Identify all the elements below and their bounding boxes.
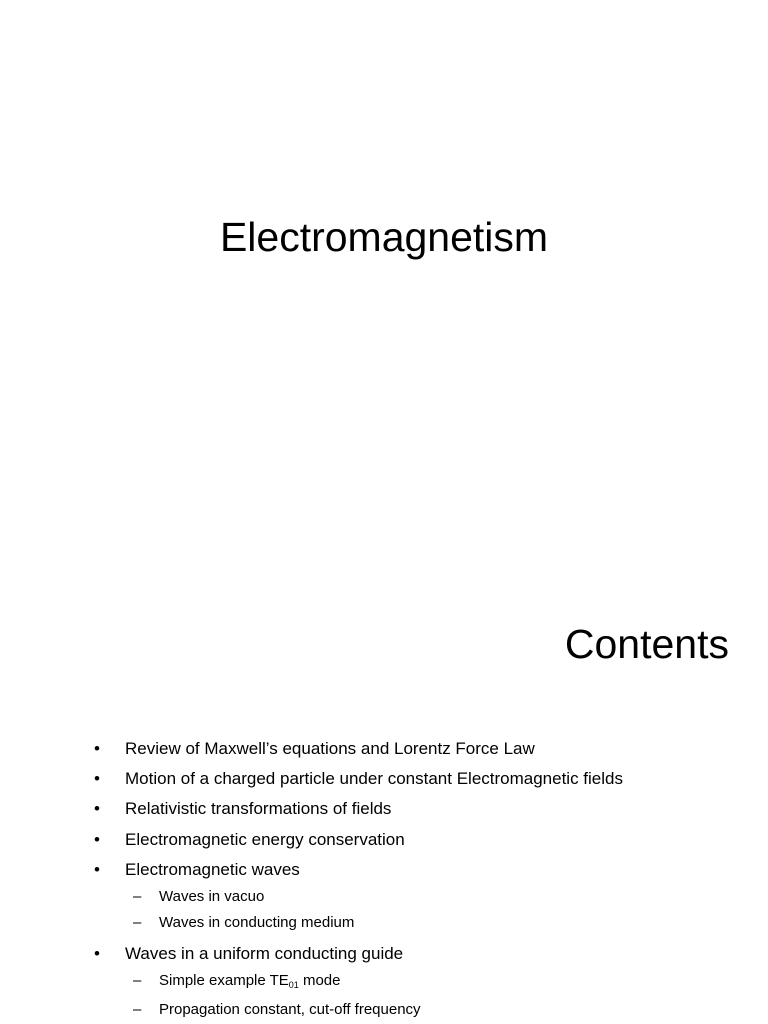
sub-list-item: [0, 887, 768, 907]
bullet-icon: •: [94, 944, 100, 963]
list-item: [0, 737, 768, 761]
mode-subscript: 01: [288, 980, 299, 990]
sub-list-item-label: Waves in vacuo: [159, 888, 265, 905]
sub-list-item-label: Waves in conducting medium: [159, 914, 355, 931]
list-item: [0, 797, 768, 821]
sub-list-item: [0, 971, 768, 991]
dash-icon: –: [133, 914, 142, 931]
bullet-icon: •: [94, 739, 100, 758]
list-item: [0, 942, 768, 966]
dash-icon: –: [133, 888, 142, 905]
dash-icon: –: [133, 1001, 142, 1018]
list-item-label: Review of Maxwell’s equations and Lorentz Force Law: [125, 739, 535, 758]
dash-icon: –: [133, 972, 142, 989]
sub-list-item-label: [159, 971, 341, 991]
list-item-label: Motion of a charged particle under constant Electromagnetic fields: [125, 769, 623, 788]
list-item-label: Electromagnetic energy conservation: [125, 830, 405, 849]
sub-list-item: [0, 1000, 768, 1020]
list-item: [0, 858, 768, 882]
bullet-icon: •: [94, 799, 100, 818]
sub-list-item-label-suffix: mode: [298, 972, 341, 989]
sub-list-item-label-prefix: Simple example TE: [159, 972, 289, 989]
list-item-label: Electromagnetic waves: [125, 860, 300, 879]
list-item: [0, 767, 768, 791]
list-item: [0, 828, 768, 852]
bullet-icon: •: [94, 769, 100, 788]
list-item-label: Waves in a uniform conducting guide: [125, 944, 404, 963]
contents-heading: Contents: [564, 621, 729, 667]
slide-title: Electromagnetism: [219, 214, 549, 260]
sub-list-item: [0, 913, 768, 933]
bullet-icon: •: [94, 830, 100, 849]
bullet-icon: •: [94, 860, 100, 879]
list-item-label: Relativistic transformations of fields: [125, 799, 392, 818]
sub-list-item-label: Propagation constant, cut-off frequency: [159, 1001, 421, 1018]
